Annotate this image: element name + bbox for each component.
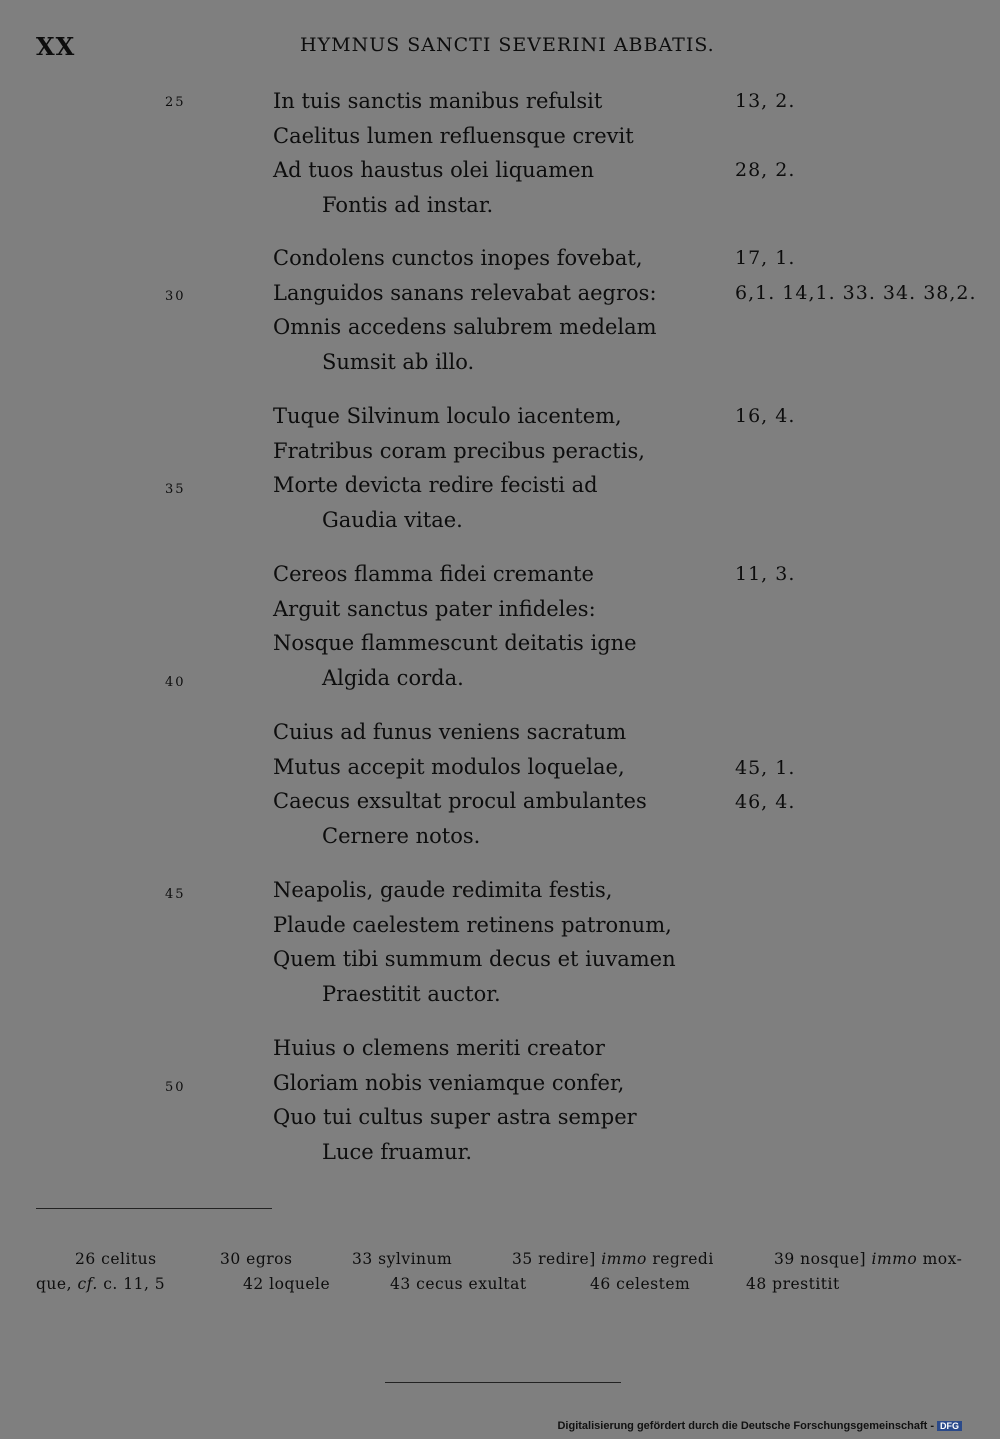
verse-line: Algida corda. — [322, 665, 464, 690]
stanza-3 — [273, 399, 645, 537]
stanza-2 — [273, 241, 657, 379]
vita-reference: 46, 4. — [735, 791, 796, 813]
line-number: 45 — [165, 887, 186, 902]
verse-line: Languidos sanans relevabat aegros: — [273, 280, 657, 305]
verse-line: Mutus accepit modulos loquelae, — [273, 754, 625, 779]
dfg-logo: DFG — [937, 1421, 962, 1431]
line-number: 30 — [165, 289, 186, 304]
verse-line: Neapolis, gaude redimita festis, — [273, 878, 613, 902]
verse-line: Sumsit ab illo. — [322, 349, 475, 374]
vita-reference: 13, 2. — [735, 90, 796, 112]
vita-reference: 17, 1. — [735, 247, 796, 269]
apparatus-note: 42 loquele — [243, 1275, 331, 1293]
apparatus-note: 43 cecus exultat — [390, 1275, 527, 1293]
vita-reference: 16, 4. — [735, 405, 796, 427]
verse-line: Fratribus coram precibus peractis, — [273, 438, 645, 463]
verse-line: Quo tui cultus super astra semper — [273, 1105, 637, 1130]
verse-line: Quem tibi summum decus et iuvamen — [273, 947, 676, 972]
verse-line: Ad tuos haustus olei liquamen — [273, 158, 595, 183]
verse-line: Nosque flammescunt deitatis igne — [273, 631, 637, 656]
verse-line: Omnis accedens salubrem medelam — [273, 315, 657, 340]
stanza-7 — [273, 1031, 637, 1169]
stanza-4 — [273, 557, 637, 695]
vita-reference: 6,1. 14,1. 33. 34. 38,2. — [735, 282, 977, 304]
verse-line: Arguit sanctus pater infideles: — [273, 596, 596, 621]
apparatus-note: 48 prestitit — [746, 1275, 840, 1293]
verse-line: Luce fruamur. — [322, 1139, 473, 1164]
verse-line: Caecus exsultat procul ambulantes — [273, 789, 647, 814]
apparatus-note: 35 redire] immo regredi — [512, 1250, 714, 1268]
stanza-1 — [273, 84, 634, 222]
verse-line: Cuius ad funus veniens sacratum — [273, 720, 627, 744]
apparatus-note: que, cf. c. 11, 5 — [36, 1275, 166, 1293]
page-folio: XX — [36, 32, 76, 61]
verse-line: Condolens cunctos inopes fovebat, — [273, 246, 643, 270]
verse-line: Tuque Silvinum loculo iacentem, — [273, 404, 622, 428]
line-number: 25 — [165, 95, 186, 110]
bottom-rule — [385, 1382, 621, 1383]
line-number: 35 — [165, 482, 186, 497]
verse-line: Gaudia vitae. — [322, 507, 463, 532]
verse-line: Fontis ad instar. — [322, 192, 494, 217]
digitization-credit: Digitalisierung gefördert durch die Deutsche Forschungsgemeinschaft - DFG — [557, 1420, 962, 1432]
vita-reference: 28, 2. — [735, 159, 796, 181]
vita-reference: 45, 1. — [735, 757, 796, 779]
stanza-6 — [273, 873, 676, 1011]
footnote-rule — [36, 1208, 272, 1209]
verse-line: Cernere notos. — [322, 823, 481, 848]
verse-line: Huius o clemens meriti creator — [273, 1036, 605, 1060]
vita-reference: 11, 3. — [735, 563, 796, 585]
line-number: 40 — [165, 675, 186, 690]
verse-line: Praestitit auctor. — [322, 981, 501, 1006]
verse-line: Caelitus lumen refluensque crevit — [273, 123, 634, 148]
apparatus-note: 30 egros — [220, 1250, 293, 1268]
apparatus-note: 33 sylvinum — [352, 1250, 453, 1268]
verse-line: Morte devicta redire fecisti ad — [273, 473, 598, 498]
apparatus-note: 26 celitus — [75, 1250, 157, 1268]
line-number: 50 — [165, 1080, 186, 1095]
verse-line: Gloriam nobis veniamque confer, — [273, 1070, 625, 1095]
verse-line: Cereos flamma fidei cremante — [273, 562, 594, 586]
verse-line: Plaude caelestem retinens patronum, — [273, 912, 672, 937]
running-head: HYMNUS SANCTI SEVERINI ABBATIS. — [300, 34, 715, 56]
stanza-5 — [273, 715, 647, 853]
verse-line: In tuis sanctis manibus refulsit — [273, 89, 603, 113]
apparatus-note: 46 celestem — [590, 1275, 691, 1293]
apparatus-note: 39 nosque] immo mox- — [774, 1250, 963, 1268]
